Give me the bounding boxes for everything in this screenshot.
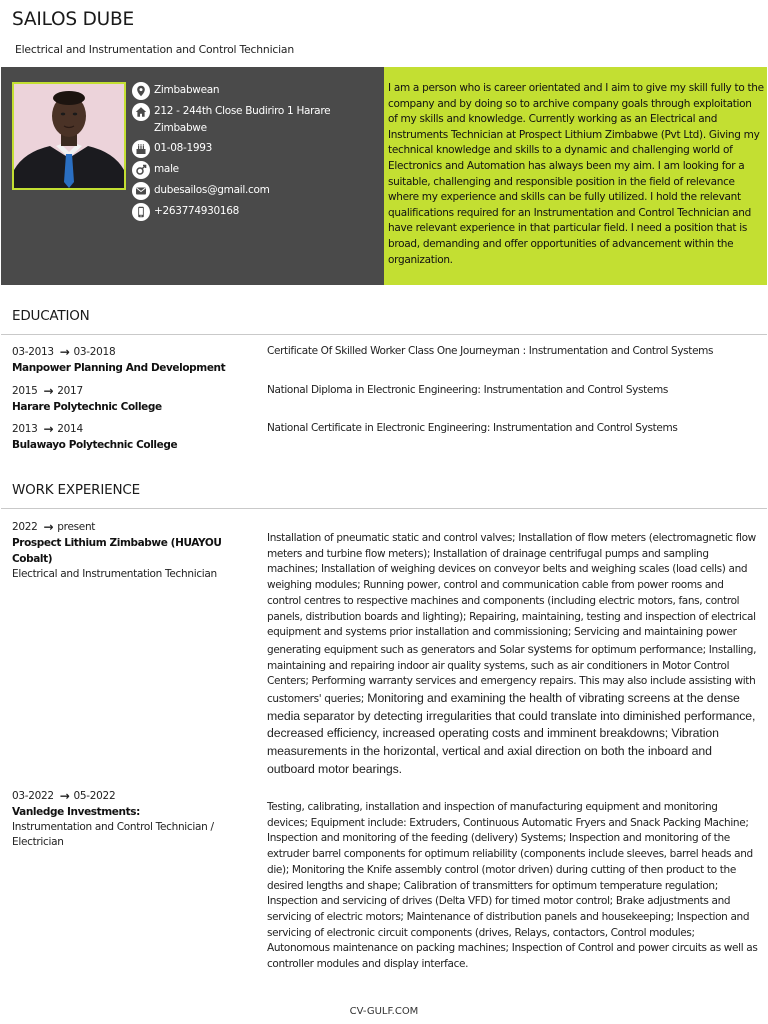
email-text[interactable]: dubesailos@gmail.com (154, 184, 270, 196)
institution-name: Harare Polytechnic College (12, 401, 162, 413)
nationality-text: Zimbabwean (154, 84, 220, 96)
work-description: Testing, calibrating, installation and inspection of manufacturing equipment and monitoring devices; Equipment include: Extruders, Continuous Automatic Fryers and Snack Packing Machine; Inspection and monitoring of the feeding (delivery) Systems; Inspection and monitoring of the extruder barrel components for optimum reliability (components include sleeves, barrel heads and die); Monitoring the Knife assembly control (motor driven) during cutting of then product to the desired lengths and shape; Calibration of transmitters for optimum temperature regulation; Inspection and servicing of drives (Delta VFD) for timed motor control; Brake adjustments and servicing of electric motors; Maintenance of distribution panels and housekeeping; Inspection and servicing of electronic circuit components (drives, Relays, contactors, Control modules; Autonomous maintenance on packing machines; Inspection of Control and power circuits as well as controller modules and display interface. (267, 801, 758, 971)
job-role: Instrumentation and Control Technician / Electrician (12, 821, 214, 848)
arrow-right-icon: → (43, 422, 54, 436)
arrow-right-icon: → (43, 520, 54, 534)
profile-photo (12, 82, 126, 190)
education-description: Certificate Of Skilled Worker Class One Journeyman : Instrumentation and Control Systems (267, 345, 714, 357)
contact-birthdate (132, 140, 377, 158)
contact-email[interactable] (132, 182, 377, 200)
start-date: 03-2013 (12, 346, 54, 358)
company-name: Vanledge Investments: (12, 806, 140, 818)
work-experience-heading: WORK EXPERIENCE (12, 482, 140, 498)
start-date: 2015 (12, 385, 38, 397)
profile-banner (1, 67, 767, 285)
home-icon (132, 103, 150, 121)
start-date: 03-2022 (12, 790, 54, 802)
phone-icon (132, 203, 150, 221)
education-dates (12, 344, 257, 360)
gender-text: male (154, 163, 179, 175)
gender-icon (132, 161, 150, 179)
birthday-cake-icon (132, 140, 150, 158)
candidate-name: SAILOS DUBE (12, 9, 134, 30)
education-divider (1, 334, 767, 335)
work-entry (12, 519, 257, 582)
contact-list (132, 82, 377, 224)
contact-phone[interactable] (132, 203, 377, 221)
institution-name: Bulawayo Polytechnic College (12, 439, 178, 451)
contact-address (132, 103, 377, 137)
description-part: for optimum performance; Installing, maintaining and repairing indoor air quality systems, such as air conditioners in Motor Control Centers; Performing warranty services and emergency repairs. This may also include assisting with customers' queries; (267, 643, 757, 706)
start-date: 2013 (12, 423, 38, 435)
work-description (267, 531, 760, 779)
education-description: National Diploma in Electronic Engineering: Instrumentation and Control Systems (267, 384, 668, 396)
birthdate-text: 01-08-1993 (154, 142, 213, 154)
location-icon (132, 82, 150, 100)
education-entry (12, 344, 257, 376)
job-title: Electrical and Instrumentation and Control Technician (15, 43, 294, 56)
address-text: 212 - 244th Close Budiriro 1 Harare Zimbabwe (154, 105, 331, 134)
institution-name: Manpower Planning And Development (12, 362, 226, 374)
education-entry (12, 383, 257, 415)
arrow-right-icon: → (43, 384, 54, 398)
description-part: systems (524, 641, 573, 656)
email-icon (132, 182, 150, 200)
education-dates (12, 383, 257, 399)
contact-nationality (132, 82, 377, 100)
contact-gender (132, 161, 377, 179)
description-part: Installation of pneumatic static and control valves; Installation of flow meters (electromagnetic flow meters and turbine flow meters); Installation of drainage centrifugal pumps and sampling machines; Installation of weighing devices on conveyor belts and weighing scales (load cells) and weighing modules; Running power, control and communication cable from power rooms and control centres to respective machines and components (including electric motors, fans, control panels, distribution boards and lighting); Repairing, maintaining, testing and inspection of electrical equipment and systems prior installation and commissioning; Servicing and maintaining power generating equipment such as generators and Solar (267, 532, 756, 656)
work-entry (12, 788, 257, 850)
job-role: Electrical and Instrumentation Technician (12, 568, 217, 580)
arrow-right-icon: → (59, 345, 70, 359)
education-heading: EDUCATION (12, 308, 90, 324)
start-date: 2022 (12, 521, 38, 533)
about-text: I am a person who is career orientated and I aim to give my skill fully to the company and by doing so to archive company goals through exploitation of my skills and knowledge. Currently working as an Electrical and Instruments Technician at Prospect Lithium Zimbabwe (Pvt Ltd). Giving my technical knowledge and skills to a dynamic and challenging world of Electronics and Automation has always been my aim. I am looking for a suitable, challenging and responsible position in the field of relevance where my experience and skills can be fully utilized. I hold the relevant qualifications required for an Instrumentation and Control Technician and have relevant experience in that particular field. I need a position that is broad, demanding and offer opportunities of advancement within the organization. (388, 82, 764, 266)
company-name: Prospect Lithium Zimbabwe (HUAYOU Cobalt) (12, 537, 222, 565)
end-date: 05-2022 (73, 790, 116, 802)
work-dates (12, 788, 257, 804)
end-date: present (57, 521, 96, 533)
work-dates (12, 519, 257, 535)
arrow-right-icon: → (59, 789, 70, 803)
work-experience-divider (1, 508, 767, 509)
education-description: National Certificate in Electronic Engineering: Instrumentation and Control Systems (267, 422, 678, 434)
education-dates (12, 421, 257, 437)
end-date: 2014 (57, 423, 83, 435)
description-part: Monitoring and examining the health of vibrating screens at the dense media separator by detecting irregularities that could translate into diminished performance, decreased efficiency, increased operating costs and imminent breakdowns; Vibration measurements in the horizontal, vertical and axial direction on both the inboard and outboard motor bearings. (267, 691, 756, 776)
about-panel (384, 67, 767, 285)
contact-panel (1, 67, 384, 285)
education-entry (12, 421, 257, 453)
end-date: 2017 (57, 385, 83, 397)
end-date: 03-2018 (73, 346, 116, 358)
phone-text[interactable]: +263774930168 (154, 205, 240, 217)
footer-site-link[interactable]: CV-GULF.COM (349, 1006, 419, 1017)
